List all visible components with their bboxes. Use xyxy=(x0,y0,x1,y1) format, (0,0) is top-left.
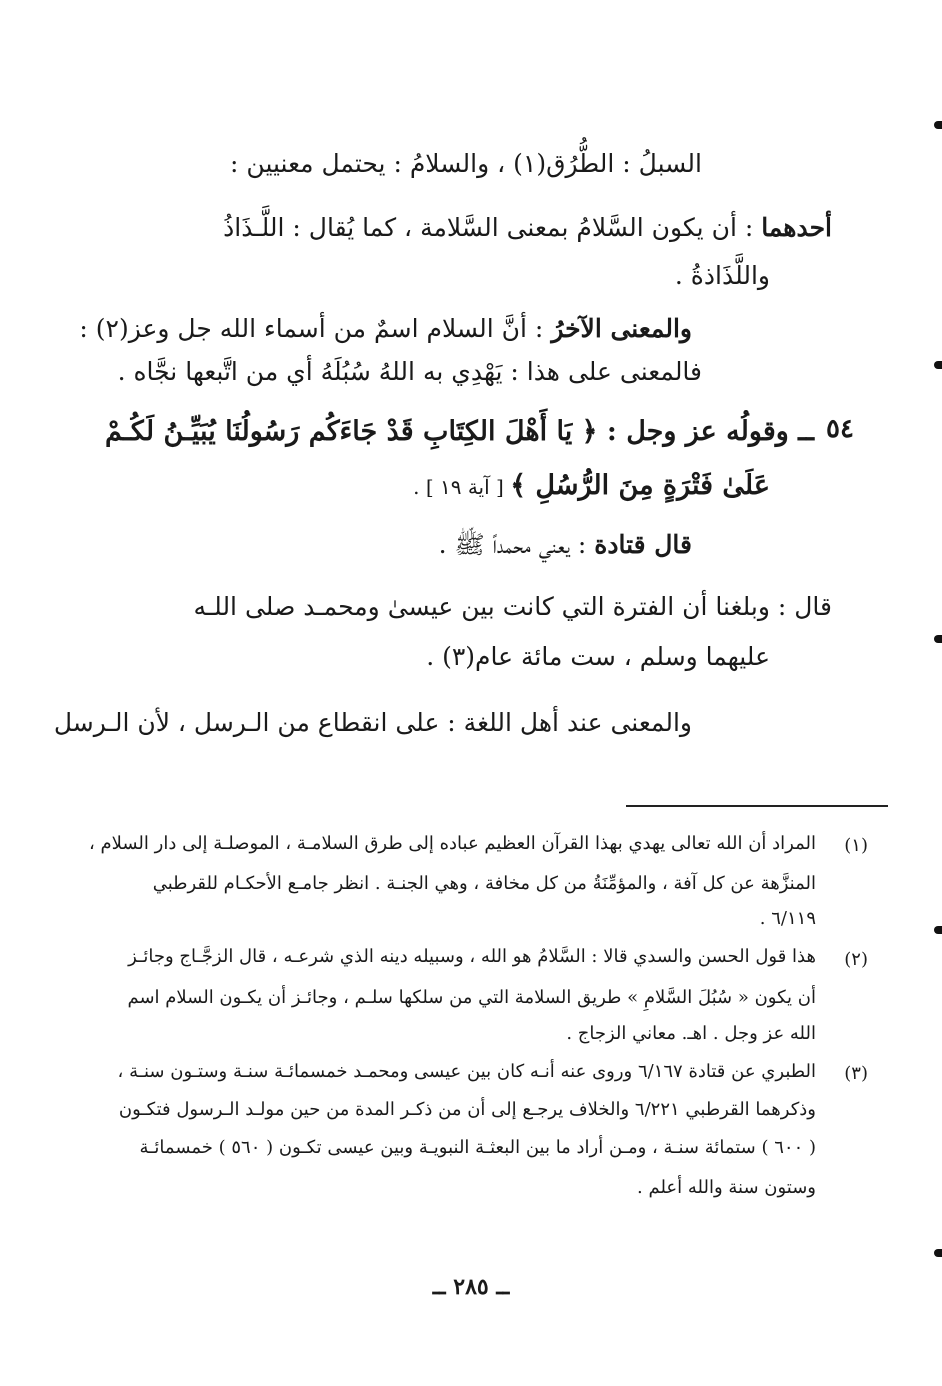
footnote-separator xyxy=(626,805,888,807)
body-line-5: فالمعنى على هذا : يَهْدِي به اللهُ سُبُلَهُ أي من اتَّبعها نجَّاه . xyxy=(117,357,702,386)
entry-number: ٥٤ xyxy=(826,414,854,444)
body-line-8: والمعنى عند أهل اللغة : على انقطاع من الـرسل ، لأن الـرسل xyxy=(53,708,692,737)
body-line-6: قال : وبلغنا أن الفترة التي كانت بين عيسىٰ ومحمـد صلى اللـه xyxy=(193,592,832,621)
page-number: ــ ٢٨٥ ــ xyxy=(432,1274,510,1300)
term-first-meaning: أحدهما xyxy=(761,213,832,242)
footnote-number: (٢) xyxy=(844,949,868,970)
footnote-line: هذا قول الحسن والسدي قالا : السَّلامُ هو الله ، وسبيله دينه الذي شرعـه ، قال الزجَّـاج وجائـز xyxy=(128,946,816,967)
margin-mark xyxy=(934,926,942,934)
margin-mark xyxy=(934,1249,942,1257)
body-text: : يعني محمداً ﷺ . xyxy=(438,530,595,559)
body-line-7: عليهما وسلم ، ست مائة عام(٣) . xyxy=(426,642,770,671)
body-line-1: السبلُ : الطُّرُق(١) ، والسلامُ : يحتمل معنيين : xyxy=(230,149,702,178)
body-line-2 xyxy=(223,208,832,248)
quote-line xyxy=(439,525,692,565)
margin-mark xyxy=(934,121,942,129)
footnote-line: المراد أن الله تعالى يهدي بهذا القرآن العظيم عباده إلى طرق السلامـة ، الموصلـة إلى دار السلام ، xyxy=(88,833,816,854)
term-second-meaning: والمعنى الآخرُ xyxy=(551,314,692,343)
verse-quote: عَلَىٰ فَتْرَةٍ مِنَ الرُّسُلِ ﴾ xyxy=(510,470,770,501)
body-line-3: واللَّذَاذةُ . xyxy=(674,261,770,290)
verse-reference: [ آية ١٩ ] . xyxy=(413,475,511,499)
footnote-line: وذكرهما القرطبي ٦/٢٢١ والخلاف يرجـع إلى أن من ذكـر المدة من حين مولـد الـرسول فتكـون xyxy=(118,1099,816,1120)
margin-mark xyxy=(934,635,942,643)
body-line-4 xyxy=(79,309,692,349)
body-text: : أنَّ السلام اسمٌ من أسماء الله جل وعز(٢) : xyxy=(79,314,552,343)
footnote-line: وستون سنة والله أعلم . xyxy=(637,1177,816,1198)
footnote-line: الله عز وجل . اهـ. معاني الزجاج . xyxy=(566,1023,816,1044)
footnote-line: المنزَّهة عن كل آفة ، والمؤمِّنَةُ من كل مخافة ، وهي الجنـة . انظر جامـع الأحكـام للقرطبي xyxy=(152,873,816,894)
footnote-line: ٦/١١٩ . xyxy=(759,908,816,929)
narrator-name: قال قتادة xyxy=(594,530,692,559)
margin-mark xyxy=(934,361,942,369)
verse-line-2 xyxy=(413,466,770,507)
footnote-line: الطبري عن قتادة ٦/١٦٧ وروى عنه أنـه كان بين عيسى ومحمـد خمسمائـة سنـة وستـون سنـة ، xyxy=(117,1061,816,1082)
footnote-line: ( ٦٠٠ ) ستمائة سنـة ، ومـن أراد ما بين البعثـة النبويـة وبين عيسى تكـون ( ٥٦٠ ) خمسمائـة xyxy=(139,1137,816,1158)
body-text: : أن يكون السَّلامُ بمعنى السَّلامة ، كما يُقال : اللَّـذَاذُ xyxy=(223,213,762,242)
footnote-number: (٣) xyxy=(844,1063,868,1084)
footnote-number: (١) xyxy=(844,835,868,856)
footnote-line: أن يكون « سُبُلَ السَّلامِ » طريق السلامة التي من سلكها سلـم ، وجائـز أن يكـون السلام اسم xyxy=(127,987,816,1008)
verse-line-1: ــ وقولُه عز وجل : ﴿ يَا أَهْلَ الكِتَابِ قَدْ جَاءَكُم رَسُولُنَا يُبَيِّـنُ لَكُـمْ xyxy=(105,416,814,447)
